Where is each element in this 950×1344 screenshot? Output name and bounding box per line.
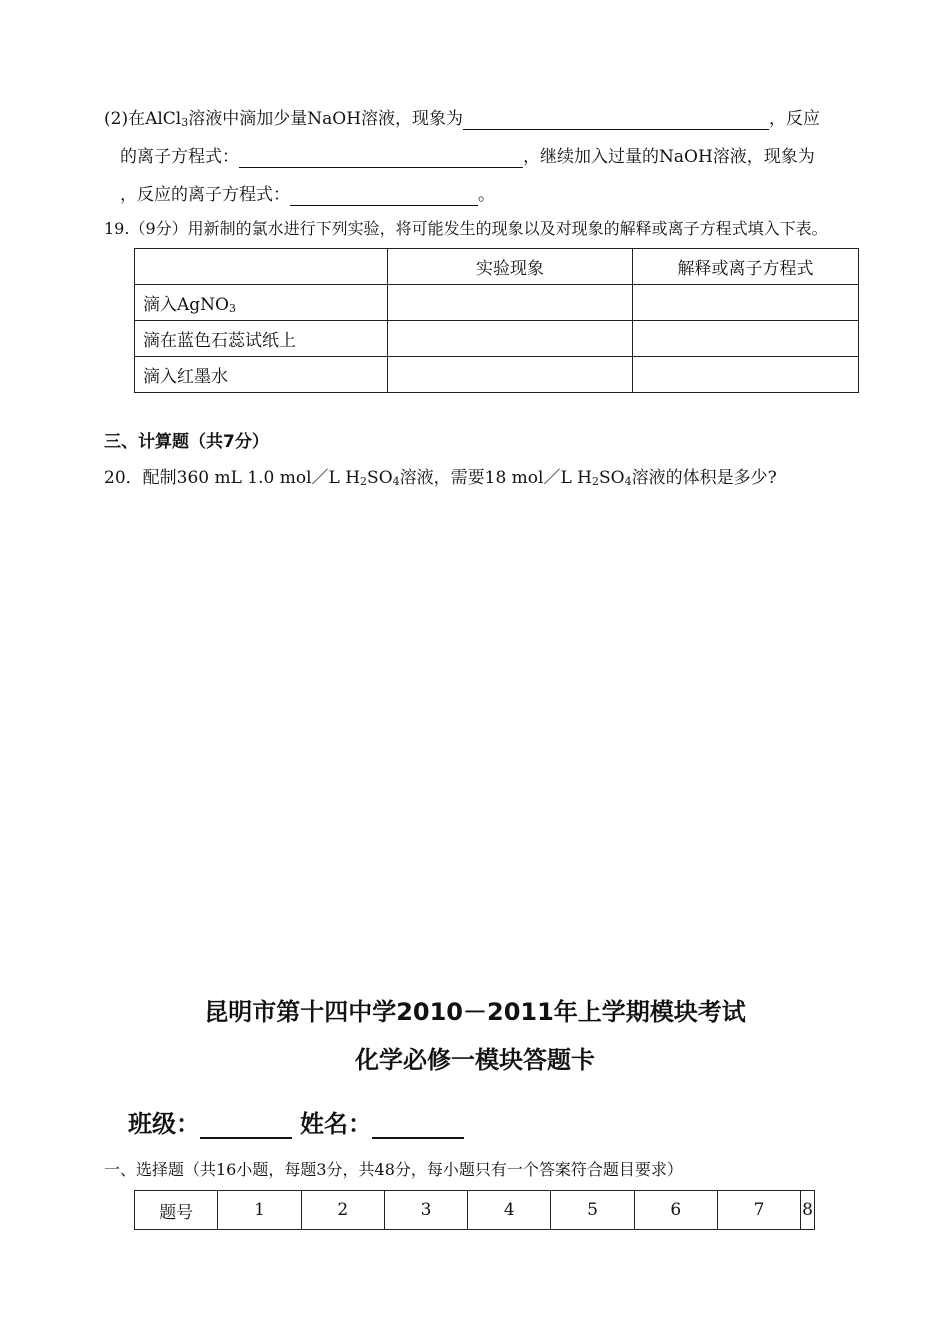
- q20-text-part: SO: [599, 468, 625, 488]
- row-label: 滴在蓝色石蕊试纸上: [135, 321, 388, 357]
- answer-blank[interactable]: [290, 187, 478, 206]
- table-row: [135, 357, 859, 393]
- q19-prompt: 19.（9分）用新制的氯水进行下列实验，将可能发生的现象以及对现象的解释或离子方程式填入下表。: [104, 219, 828, 238]
- subscript: 2: [360, 475, 368, 488]
- grid-cell: 6: [634, 1191, 717, 1230]
- subscript: 3: [181, 116, 189, 129]
- q20-text: [104, 467, 777, 489]
- table-header-cell: [135, 249, 388, 285]
- grid-cell: 题号: [135, 1191, 218, 1230]
- name-blank[interactable]: [372, 1111, 464, 1139]
- class-blank[interactable]: [200, 1111, 292, 1139]
- grid-cell: 1: [218, 1191, 301, 1230]
- student-info: [128, 1104, 472, 1139]
- grid-cell: 8: [801, 1191, 815, 1230]
- q18-text: (2)在AlCl: [104, 109, 182, 129]
- section1-heading: 一、选择题（共16小题，每题3分，共48分，每小题只有一个答案符合题目要求）: [104, 1160, 683, 1179]
- q18-text: 。: [478, 185, 495, 205]
- grid-cell: 5: [551, 1191, 634, 1230]
- q18-part2-line3: [120, 184, 495, 206]
- answer-cell[interactable]: [388, 285, 633, 321]
- q18-text: ，继续加入过量的NaOH溶液，现象为: [523, 147, 815, 167]
- q18-text: 的离子方程式：: [120, 147, 239, 167]
- subscript: 3: [228, 302, 236, 315]
- grid-cell: 7: [717, 1191, 800, 1230]
- row-label: [135, 285, 388, 321]
- q18-text: 溶液中滴加少量NaOH溶液，现象为: [188, 109, 464, 129]
- class-label: 班级：: [128, 1110, 200, 1138]
- answer-blank[interactable]: [463, 111, 769, 130]
- q20-text-part: 溶液，需要18 mol／L H: [399, 468, 592, 488]
- subscript: 4: [624, 475, 632, 488]
- answer-grid: [134, 1190, 815, 1230]
- q20-text-part: 20．配制360 mL 1.0 mol／L H: [104, 468, 361, 488]
- answer-card-title: 昆明市第十四中学2010－2011年上学期模块考试: [204, 998, 746, 1026]
- answer-cell[interactable]: [388, 357, 633, 393]
- table-row: [135, 1191, 815, 1230]
- table-header-cell: 解释或离子方程式: [633, 249, 859, 285]
- q18-part2-line2: [120, 146, 815, 168]
- table-header-cell: 实验现象: [388, 249, 633, 285]
- answer-cell[interactable]: [633, 357, 859, 393]
- subscript: 4: [392, 475, 400, 488]
- answer-cell[interactable]: [633, 285, 859, 321]
- row-label: 滴入红墨水: [135, 357, 388, 393]
- answer-cell[interactable]: [388, 321, 633, 357]
- q18-text: ，反应的离子方程式：: [120, 185, 290, 205]
- answer-blank[interactable]: [239, 149, 523, 168]
- grid-cell: 4: [468, 1191, 551, 1230]
- answer-card-subtitle: 化学必修一模块答题卡: [355, 1046, 595, 1074]
- grid-cell: 2: [301, 1191, 384, 1230]
- answer-cell[interactable]: [633, 321, 859, 357]
- row-label-text: 滴入AgNO: [143, 295, 229, 315]
- q20-text-part: SO: [367, 468, 393, 488]
- q19-table: [134, 248, 859, 393]
- q20-text-part: 溶液的体积是多少?: [631, 468, 777, 488]
- table-header-row: [135, 249, 859, 285]
- q18-text: ，反应: [769, 109, 821, 129]
- table-row: [135, 321, 859, 357]
- q18-part2-line1: [104, 108, 820, 130]
- section-heading: 三、计算题（共7分）: [104, 432, 269, 452]
- subscript: 2: [592, 475, 599, 488]
- table-row: [135, 285, 859, 321]
- grid-cell: 3: [384, 1191, 467, 1230]
- name-label: 姓名：: [300, 1110, 372, 1138]
